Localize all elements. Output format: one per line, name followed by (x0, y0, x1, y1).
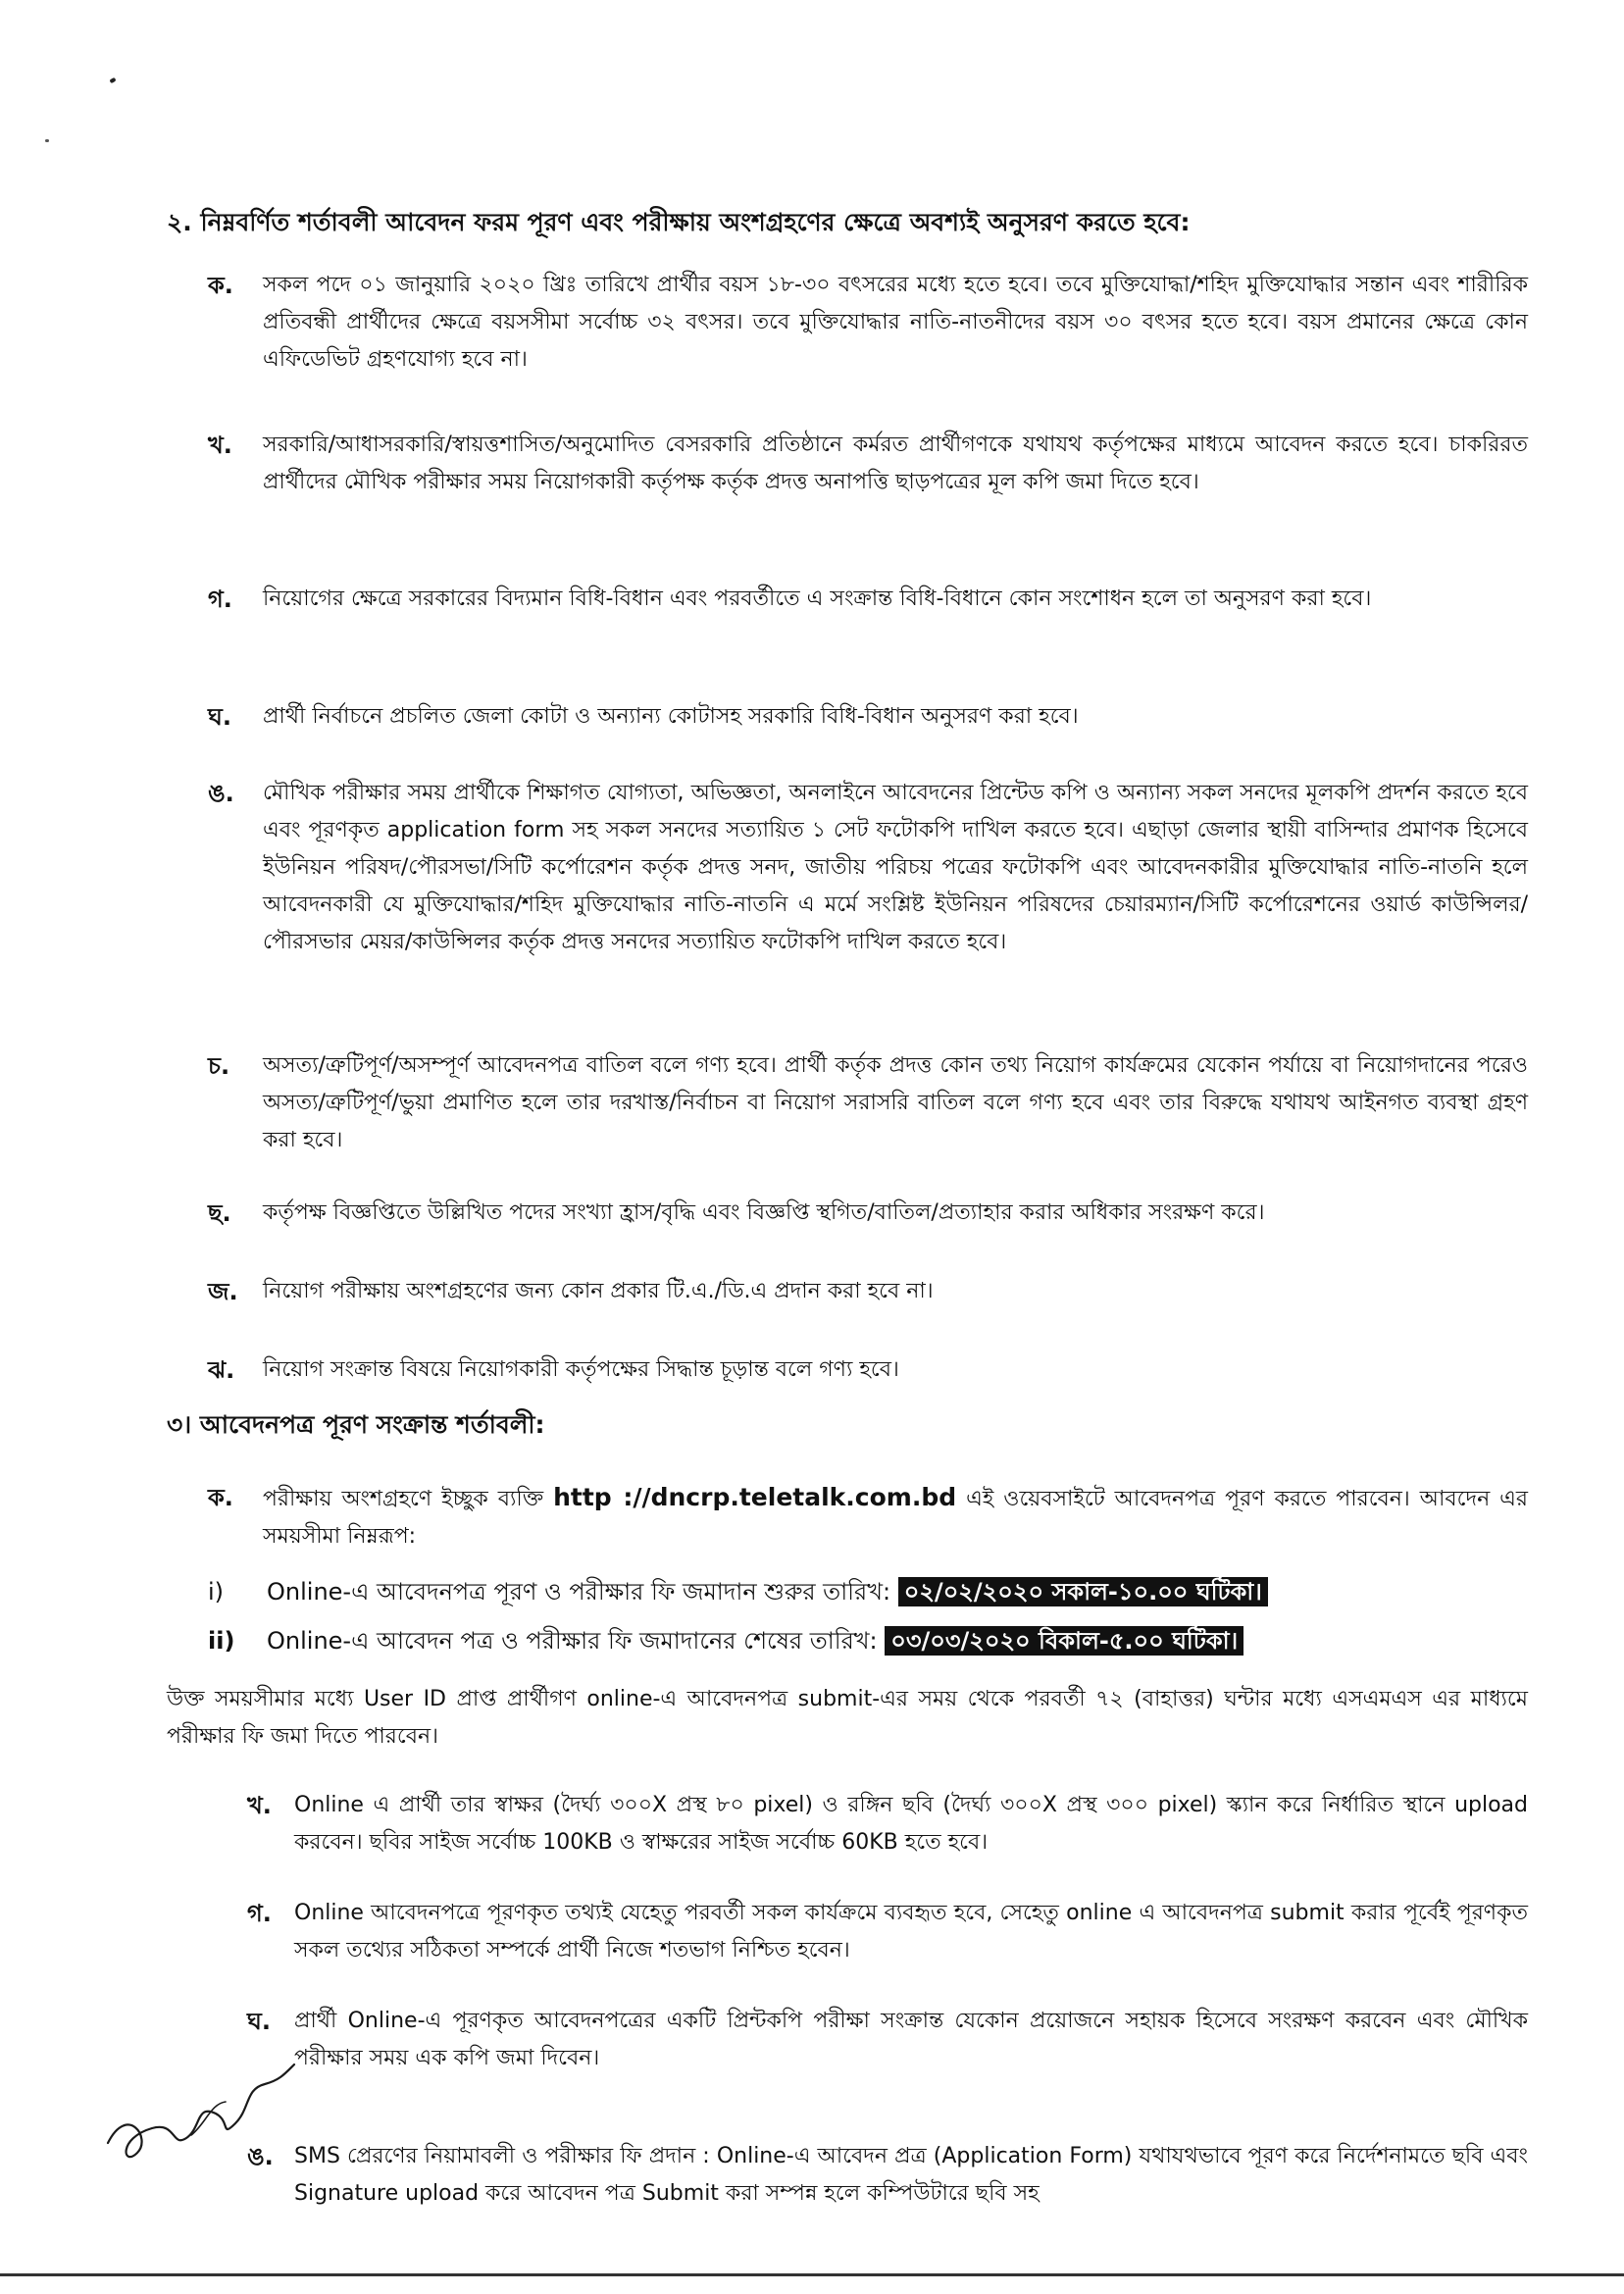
date-value: ০২/০২/২০২০ সকাল-১০.০০ ঘটিকা। (898, 1577, 1268, 1606)
item-text: কর্তৃপক্ষ বিজ্ঞপ্তিতে উল্লিখিত পদের সংখ্যা হ্রাস/বৃদ্ধি এবং বিজ্ঞপ্তি স্থগিত/বাতিল/প্রত্যাহার করার অধিকার সংরক্ষণ করে। (263, 1200, 1265, 1225)
item-text: SMS প্রেরণের নিয়ামাবলী ও পরীক্ষার ফি প্রদান : Online-এ আবেদন প্রত্র (Application Form) যথাযথভাবে পূরণ করে নির্দেশনামতে ছবি এবং Signature upload করে আবেদন পত্র Submit করা সম্পন্ন হলে কম্পিউটারে ছবি সহ (294, 2144, 1528, 2206)
item-marker: ক. (208, 272, 233, 299)
item-text: প্রার্থী নির্বাচনে প্রচলিত জেলা কোটা ও অন্যান্য কোটাসহ সরকারি বিধি-বিধান অনুসরণ করা হবে। (263, 704, 1079, 729)
item-marker: ঘ. (247, 2008, 271, 2035)
item-marker: খ. (247, 1792, 272, 1819)
item-text: নিয়োগ সংক্রান্ত বিষয়ে নিয়োগকারী কর্তৃপক্ষের সিদ্ধান্ত চূড়ান্ত বলে গণ্য হবে। (263, 1357, 899, 1382)
date-label: Online-এ আবেদনপত্র পূরণ ও পরীক্ষার ফি জমাদান শুরুর তারিখ: (267, 1578, 891, 1606)
item-marker: ছ. (208, 1199, 231, 1227)
date-marker: i) (208, 1578, 225, 1606)
item-marker: ঙ. (247, 2143, 274, 2170)
item-marker: খ. (208, 432, 232, 459)
item-text (263, 1479, 1528, 1555)
fee-note: উক্ত সময়সীমার মধ্যে User ID প্রাপ্ত প্রার্থীগণ online-এ আবেদনপত্র submit-এর সময় থেকে পরবর্তী ৭২ (বাহাত্তর) ঘন্টার মধ্যে এসএমএস এর মাধ্যমে পরীক্ষার ফি জমা দিতে পারবেন। (167, 1687, 1528, 1749)
item-text: সকল পদে ০১ জানুয়ারি ২০২০ খ্রিঃ তারিখে প্রার্থীর বয়স ১৮-৩০ বৎসরের মধ্যে হতে হবে। তবে মুক্তিযোদ্ধা/শহিদ মুক্তিযোদ্ধার সন্তান এবং শারীরিক প্রতিবন্ধী প্রার্থীদের ক্ষেত্রে বয়সসীমা সর্বোচ্চ ৩২ বৎসর। তবে মুক্তিযোদ্ধার নাতি-নাতনীদের বয়স ৩০ বৎসর হতে হবে। বয়স প্রমানের ক্ষেত্রে কোন এফিডেভিট গ্রহণযোগ্য হবে না। (263, 273, 1528, 372)
item-text: প্রার্থী Online-এ পূরণকৃত আবেদনপত্রের একটি প্রিন্টকপি পরীক্ষা সংক্রান্ত যেকোন প্রয়োজনে সহায়ক হিসেবে সংরক্ষণ করবেন এবং মৌখিক পরীক্ষার সময় এক কপি জমা দিবেন। (294, 2009, 1528, 2070)
item-text-before: পরীক্ষায় অংশগ্রহণে ইচ্ছুক ব্যক্তি (263, 1487, 544, 1511)
date-line (267, 1573, 1268, 1610)
date-marker: ii) (208, 1627, 235, 1655)
scan-edge-line (0, 2273, 1624, 2276)
date-value: ০৩/০৩/২০২০ বিকাল-৫.০০ ঘটিকা। (885, 1626, 1243, 1656)
section-2-heading: ২. নিম্নবর্ণিত শর্তাবলী আবেদন ফরম পূরণ এবং পরীক্ষায় অংশগ্রহণের ক্ষেত্রে অবশ্যই অনুসরণ করতে হবে: (167, 208, 1191, 236)
item-text-after: এই ওয়েবসাইটে আবেদনপত্র পূরণ করতে পারবেন। আবদেন এর সময়সীমা নিম্নরূপ: (263, 1487, 1529, 1549)
item-marker: গ. (247, 1900, 272, 1927)
item-text: নিয়োগের ক্ষেত্রে সরকারের বিদ্যমান বিধি-বিধান এবং পরবর্তীতে এ সংক্রান্ত বিধি-বিধানে কোন সংশোধন হলে তা অনুসরণ করা হবে। (263, 586, 1372, 611)
item-text: Online আবেদনপত্রে পূরণকৃত তথ্যই যেহেতু পরবর্তী সকল কার্যক্রমে ব্যবহৃত হবে, সেহেতু online এ আবেদনপত্র submit করার পূর্বেই পূরণকৃত সকল তথ্যের সঠিকতা সম্পর্কে প্রার্থী নিজে শতভাগ নিশ্চিত হবেন। (294, 1901, 1528, 1963)
date-line (267, 1622, 1243, 1659)
scan-speck (45, 139, 49, 142)
section-3-heading: ৩। আবেদনপত্র পূরণ সংক্রান্ত শর্তাবলী: (167, 1410, 545, 1439)
item-text: Online এ প্রার্থী তার স্বাক্ষর (দৈর্ঘ্য ৩০০X প্রস্থ ৮০ pixel) ও রঙ্গিন ছবি (দৈর্ঘ্য ৩০০X প্রস্থ ৩০০ pixel) স্ক্যান করে নির্ধারিত স্থানে upload করবেন। ছবির সাইজ সর্বোচ্চ 100KB ও স্বাক্ষরের সাইজ সর্বোচ্চ 60KB হতে হবে। (294, 1793, 1528, 1855)
item-text: সরকারি/আধাসরকারি/স্বায়ত্তশাসিত/অনুমোদিত বেসরকারি প্রতিষ্ঠানে কর্মরত প্রার্থীগণকে যথাযথ কর্তৃপক্ষের মাধ্যমে আবেদন করতে হবে। চাকরিরত প্রার্থীদের মৌখিক পরীক্ষার সময় নিয়োগকারী কর্তৃপক্ষ কর্তৃক প্রদত্ত অনাপত্তি ছাড়পত্রের মূল কপি জমা দিতে হবে। (263, 433, 1528, 494)
item-marker: চ. (208, 1052, 230, 1080)
item-text: নিয়োগ পরীক্ষায় অংশগ্রহণের জন্য কোন প্রকার টি.এ./ডি.এ প্রদান করা হবে না। (263, 1279, 934, 1303)
item-marker: গ. (208, 586, 232, 613)
scan-speck (109, 77, 116, 83)
website-url: http ://dncrp.teletalk.com.bd (553, 1483, 957, 1511)
item-marker: জ. (208, 1278, 238, 1305)
signature (98, 2045, 304, 2163)
item-marker: ক. (208, 1484, 233, 1511)
item-text: মৌখিক পরীক্ষার সময় প্রার্থীকে শিক্ষাগত যোগ্যতা, অভিজ্ঞতা, অনলাইনে আবেদনের প্রিন্টেড কপি ও অন্যান্য সকল সনদের মূলকপি প্রদর্শন করতে হবে এবং পূরণকৃত application form সহ সকল সনদের সত্যায়িত ১ সেট ফটোকপি দাখিল করতে হবে। এছাড়া জেলার স্থায়ী বাসিন্দার প্রমাণক হিসেবে ইউনিয়ন পরিষদ/পৌরসভা/সিটি কর্পোরেশন কর্তৃক প্রদত্ত সনদ, জাতীয় পরিচয় পত্রের ফটোকপি এবং আবেদনকারীর মুক্তিযোদ্ধার নাতি-নাতনি হলে আবেদনকারী যে মুক্তিযোদ্ধার/শহিদ মুক্তিযোদ্ধার নাতি-নাতনি এ মর্মে সংশ্লিষ্ট ইউনিয়ন পরিষদের চেয়ারম্যান/সিটি কর্পোরেশনের ওয়ার্ড কাউন্সিলর/পৌরসভার মেয়র/কাউন্সিলর কর্তৃক প্রদত্ত সনদের সত্যায়িত ফটোকপি দাখিল করতে হবে। (263, 781, 1528, 954)
item-text: অসত্য/ত্রুটিপূর্ণ/অসম্পূর্ণ আবেদনপত্র বাতিল বলে গণ্য হবে। প্রার্থী কর্তৃক প্রদত্ত কোন তথ্য নিয়োগ কার্যক্রমের যেকোন পর্যায়ে বা নিয়োগদানের পরেও অসত্য/ত্রুটিপূর্ণ/ভুয়া প্রমাণিত হলে তার দরখাস্ত/নির্বাচন বা নিয়োগ সরাসরি বাতিল বলে গণ্য হবে এবং তার বিরুদ্ধে যথাযথ আইনগত ব্যবস্থা গ্রহণ করা হবে। (263, 1053, 1528, 1152)
item-marker: ঘ. (208, 703, 231, 731)
item-marker: ঙ. (208, 780, 234, 807)
date-label: Online-এ আবেদন পত্র ও পরীক্ষার ফি জমাদানের শেষের তারিখ: (267, 1627, 878, 1655)
item-marker: ঝ. (208, 1356, 235, 1384)
